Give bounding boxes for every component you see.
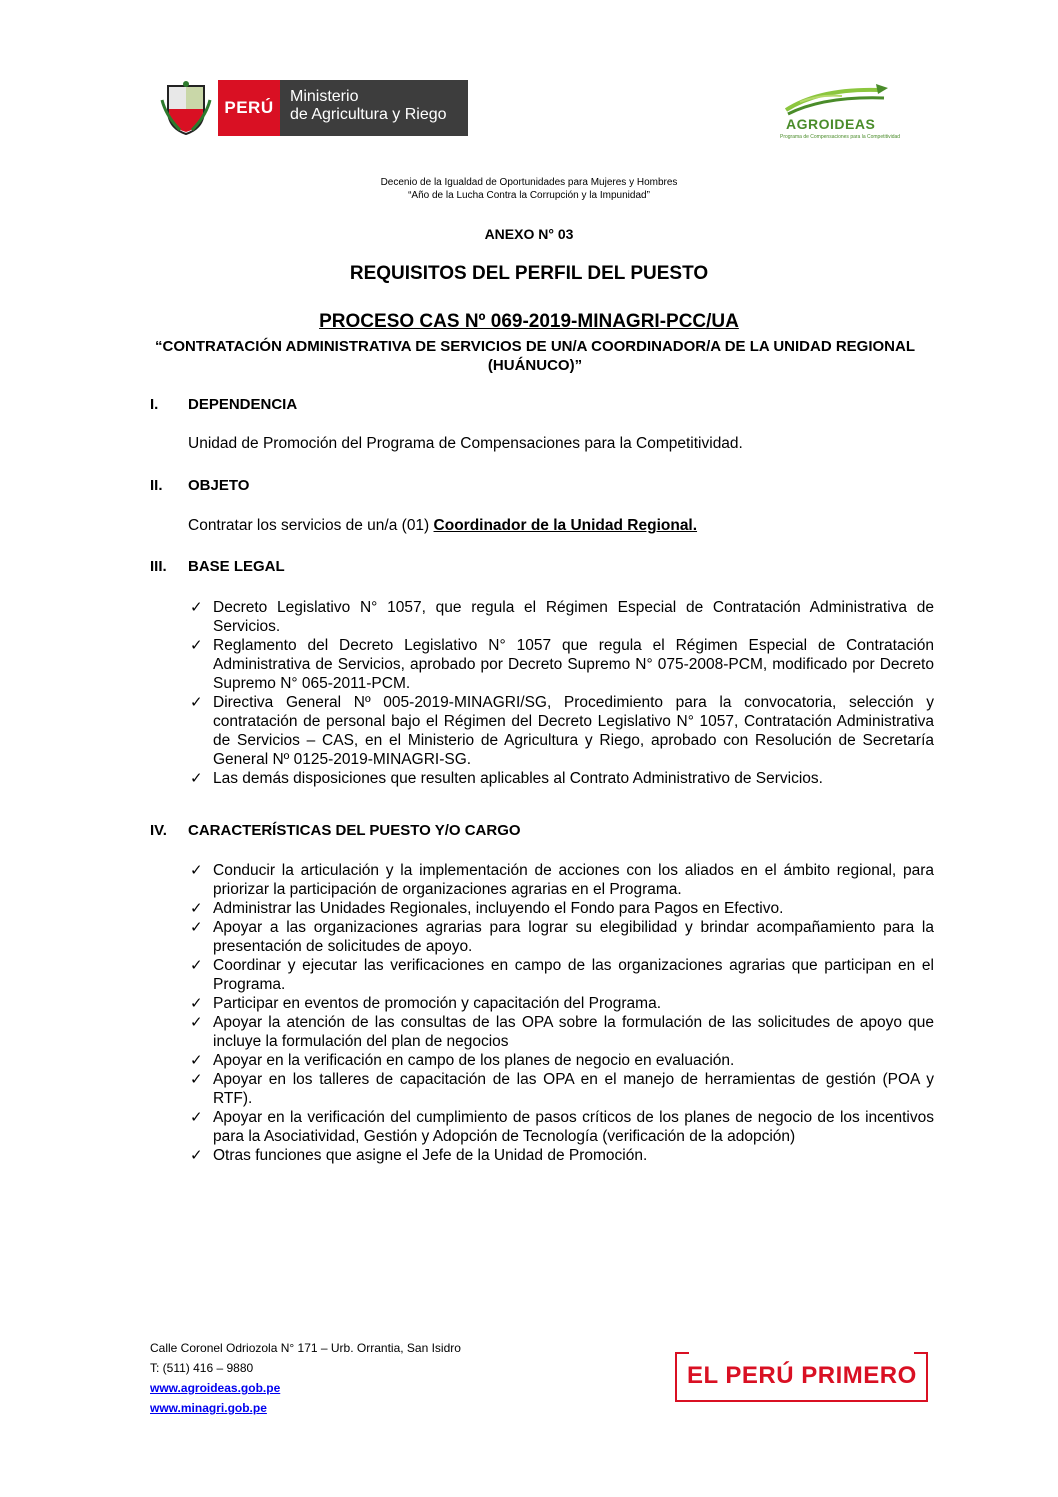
agroideas-link[interactable]: www.agroideas.gob.pe — [150, 1381, 281, 1395]
list-item — [190, 1070, 934, 1108]
list-item — [190, 1051, 934, 1070]
checkmark-icon: ✓ — [190, 919, 203, 936]
slogan-box — [675, 1354, 928, 1402]
checkmark-icon: ✓ — [190, 694, 203, 711]
proceso-title: PROCESO CAS Nº 069-2019-MINAGRI-PCC/UA — [319, 311, 739, 332]
list-item — [190, 956, 934, 994]
checkmark-icon: ✓ — [190, 862, 203, 879]
peru-label: PERÚ — [218, 80, 280, 136]
ministry-name — [280, 80, 468, 136]
slogan-corner-right — [914, 1352, 928, 1354]
checkmark-icon: ✓ — [190, 957, 203, 974]
list-item-text: Otras funciones que asigne el Jefe de la Unidad de Promoción. — [213, 1147, 648, 1164]
section-4-number: IV. — [150, 822, 167, 839]
list-item — [190, 1013, 934, 1051]
requisitos-title: REQUISITOS DEL PERFIL DEL PUESTO — [349, 263, 709, 284]
ministry-line1: Ministerio — [290, 88, 359, 105]
caracteristicas-list — [190, 861, 934, 1165]
list-item — [190, 918, 934, 956]
list-item — [190, 769, 934, 788]
checkmark-icon: ✓ — [190, 599, 203, 616]
list-item-text: Apoyar a las organizaciones agrarias para lograr su elegibilidad y brindar acompañamiento para la presentación de solicitudes de apoyo. — [213, 919, 934, 955]
agroideas-logo — [780, 80, 900, 144]
list-item — [190, 636, 934, 693]
agroideas-name: AGROIDEAS — [786, 116, 876, 132]
checkmark-icon: ✓ — [190, 637, 203, 654]
section-2-number: II. — [150, 477, 163, 494]
list-item-text: Apoyar en la verificación en campo de los planes de negocio en evaluación. — [213, 1052, 735, 1069]
list-item — [190, 1108, 934, 1146]
agroideas-tagline: Programa de Compensaciones para la Competitividad — [780, 134, 901, 140]
section-4-title: CARACTERÍSTICAS DEL PUESTO Y/O CARGO — [188, 822, 521, 839]
list-item — [190, 994, 934, 1013]
list-item — [190, 598, 934, 636]
list-item-text: Reglamento del Decreto Legislativo N° 1057 que regula el Régimen Especial de Contratación Administrativa de Servicios, aprobado por Decreto Supremo N° 075-2008-PCM, modificado por Decreto Supremo N° 065-2011-PCM. — [213, 637, 934, 692]
list-item-text: Decreto Legislativo N° 1057, que regula el Régimen Especial de Contratación Administrativa de Servicios. — [213, 599, 934, 635]
checkmark-icon: ✓ — [190, 1109, 203, 1126]
contract-subtitle: “CONTRATACIÓN ADMINISTRATIVA DE SERVICIOS DE UN/A COORDINADOR/A DE LA UNIDAD REGIONAL (HUÁNUCO)” — [154, 338, 915, 374]
footer-contact — [150, 1338, 461, 1418]
anexo-title: ANEXO N° 03 — [484, 226, 574, 242]
footer-phone: T: (511) 416 – 9880 — [150, 1361, 254, 1375]
checkmark-icon: ✓ — [190, 1147, 203, 1164]
section-3-number: III. — [150, 558, 167, 575]
decenio-line2: “Año de la Lucha Contra la Corrupción y la Impunidad” — [408, 190, 650, 201]
checkmark-icon: ✓ — [190, 900, 203, 917]
section-1-number: I. — [150, 396, 159, 413]
agroideas-leaf-icon — [780, 80, 900, 118]
decenio-line1: Decenio de la Igualdad de Oportunidades para Mujeres y Hombres — [380, 177, 678, 188]
section-1-text: Unidad de Promoción del Programa de Compensaciones para la Competitividad. — [188, 435, 743, 452]
list-item — [190, 899, 934, 918]
section-2-text-prefix: Contratar los servicios de un/a (01) — [188, 517, 434, 534]
slogan-text: EL PERÚ PRIMERO — [687, 1362, 917, 1389]
list-item — [190, 693, 934, 769]
checkmark-icon: ✓ — [190, 995, 203, 1012]
list-item-text: Las demás disposiciones que resulten aplicables al Contrato Administrativo de Servicios. — [213, 770, 823, 787]
checkmark-icon: ✓ — [190, 1014, 203, 1031]
list-item-text: Administrar las Unidades Regionales, incluyendo el Fondo para Pagos en Efectivo. — [213, 900, 784, 917]
ministry-line2: de Agricultura y Riego — [290, 106, 447, 123]
list-item — [190, 1146, 934, 1165]
section-2-position: Coordinador de la Unidad Regional. — [433, 517, 698, 534]
checkmark-icon: ✓ — [190, 1052, 203, 1069]
slogan-corner-left — [675, 1352, 689, 1354]
checkmark-icon: ✓ — [190, 1071, 203, 1088]
list-item-text: Apoyar en la verificación del cumplimiento de pasos críticos de los planes de negocio de los incentivos para la Asociatividad, Gestión y Adopción de Tecnología (verificación de la adopción) — [213, 1109, 934, 1145]
list-item-text: Apoyar la atención de las consultas de las OPA sobre la formulación de las solicitudes de apoyo que incluye la formulación del plan de negocios — [213, 1014, 934, 1050]
footer-address: Calle Coronel Odriozola N° 171 – Urb. Orrantia, San Isidro — [150, 1341, 461, 1355]
base-legal-list — [190, 598, 934, 788]
ministry-logo — [160, 80, 468, 136]
list-item-text: Coordinar y ejecutar las verificaciones en campo de las organizaciones agrarias que participan en el Programa. — [213, 957, 934, 993]
section-1-title: DEPENDENCIA — [188, 396, 298, 413]
list-item-text: Conducir la articulación y la implementación de acciones con los aliados en el ámbito regional, para priorizar la participación de organizaciones agrarias en el Programa. — [213, 862, 934, 898]
list-item — [190, 861, 934, 899]
list-item-text: Participar en eventos de promoción y capacitación del Programa. — [213, 995, 662, 1012]
list-item-text: Directiva General Nº 005-2019-MINAGRI/SG, Procedimiento para la convocatoria, selección y contratación de personal bajo el Régimen del Decreto Legislativo N° 1057, Contratación Administrativa de Servicios – CAS, en el Ministerio de Agricultura y Riego, aprobado con Resolución de Secretaría General Nº 0125-2019-MINAGRI-SG. — [213, 694, 934, 768]
minagri-link[interactable]: www.minagri.gob.pe — [150, 1401, 267, 1415]
section-2-text — [188, 517, 697, 535]
section-2-title: OBJETO — [188, 477, 250, 494]
list-item-text: Apoyar en los talleres de capacitación de las OPA en el manejo de herramientas de gestión (POA y RTF). — [213, 1071, 934, 1107]
section-3-title: BASE LEGAL — [188, 558, 285, 575]
coat-of-arms-icon — [160, 80, 212, 136]
checkmark-icon: ✓ — [190, 770, 203, 787]
